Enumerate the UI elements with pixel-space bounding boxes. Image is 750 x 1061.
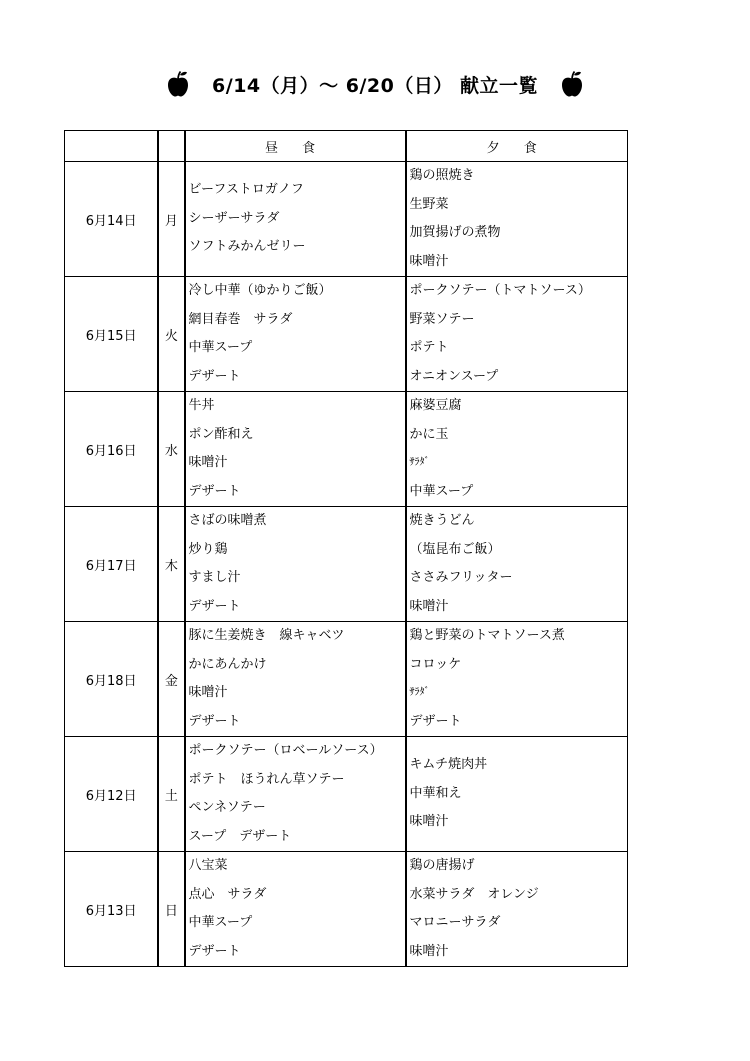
lunch-item: シーザーサラダ [188,210,280,226]
dinner-item: キムチ焼肉丼 [409,757,488,773]
lunch-item: 冷し中華（ゆかりご飯） [188,283,332,298]
header-weekday-cell [158,131,184,162]
lunch-item: 豚に生姜焼き 線キャベツ [188,628,345,643]
dinner-item: 野菜ソテー [409,311,475,327]
dinner-item: ｻﾗﾀﾞ [409,457,430,468]
dinner-item: 水菜サラダ オレンジ [409,886,539,902]
lunch-item: ビーフストロガノフ [188,182,304,198]
lunch-item: デザート [188,483,241,499]
dinner-item: かに玉 [409,426,449,442]
lunch-item: 中華スープ [188,340,253,355]
lunch-item: デザート [188,943,241,959]
table-header-row [65,131,628,162]
date-cell: 6月15日 [65,277,159,392]
dinner-item: ポークソテー（トマトソース） [409,283,591,298]
date-cell: 6月12日 [65,737,159,852]
lunch-item: かにあんかけ [188,656,267,672]
lunch-item: ペンネソテー [188,800,266,815]
dinner-cell [406,507,628,622]
header-lunch: 昼 食 [185,131,406,162]
lunch-item: 味噌汁 [188,455,228,470]
title-bar [0,64,750,104]
date-cell: 6月17日 [65,507,159,622]
dinner-cell [406,852,628,967]
lunch-item: 点心 サラダ [188,886,267,902]
header-date-cell [65,131,159,162]
dinner-item: 焼きうどん [409,513,475,528]
menu-table [64,130,628,967]
date-cell: 6月13日 [65,852,159,967]
dinner-cell [406,162,628,277]
dinner-item: デザート [409,713,462,729]
dinner-item: 味噌汁 [409,814,449,830]
lunch-item: スープ デザート [188,828,292,844]
dinner-item: マロニーサラダ [409,915,501,930]
lunch-item: さばの味噌煮 [188,513,267,528]
day-row [65,622,628,737]
menu-body [65,162,628,967]
lunch-cell [185,162,406,277]
day-row [65,277,628,392]
lunch-item: デザート [188,368,241,384]
dinner-cell [406,392,628,507]
lunch-cell [185,622,406,737]
day-row [65,392,628,507]
dinner-item: コロッケ [409,656,462,672]
header-dinner: 夕 食 [406,131,628,162]
weekday-cell: 月 [158,162,184,277]
dinner-item: 鶏の唐揚げ [409,858,475,873]
lunch-cell [185,507,406,622]
lunch-item: デザート [188,713,241,729]
dinner-item: 味噌汁 [409,253,449,269]
day-row [65,852,628,967]
day-row [65,162,628,277]
weekday-cell: 日 [158,852,184,967]
apple-icon [560,70,584,98]
lunch-item: デザート [188,598,241,614]
apple-icon [166,70,190,98]
date-cell: 6月18日 [65,622,159,737]
day-row [65,737,628,852]
lunch-item: すまし汁 [188,570,241,585]
weekday-cell: 火 [158,277,184,392]
lunch-item: 炒り鶏 [188,541,228,557]
lunch-item: 八宝菜 [188,858,228,873]
lunch-cell [185,277,406,392]
dinner-item: 鶏の照焼き [409,168,475,183]
weekday-cell: 土 [158,737,184,852]
dinner-item: （塩昆布ご飯） [409,541,501,557]
lunch-item: ポテト ほうれん草ソテー [188,771,345,787]
lunch-item: 網目春巻 サラダ [188,311,293,327]
dinner-item: 麻婆豆腐 [409,398,462,413]
dinner-item: ささみフリッター [409,570,513,585]
lunch-cell [185,737,406,852]
weekday-cell: 水 [158,392,184,507]
dinner-item: ｻﾗﾀﾞ [409,687,430,698]
dinner-item: 生野菜 [409,196,449,212]
dinner-item: ポテト [409,340,449,355]
dinner-item: 中華和え [409,785,462,801]
dinner-item: 味噌汁 [409,943,449,959]
dinner-item: 加賀揚げの煮物 [409,225,501,240]
lunch-item: ポークソテー（ロベールソース） [188,743,383,758]
dinner-item: オニオンスープ [409,368,499,384]
lunch-cell [185,852,406,967]
day-row [65,507,628,622]
dinner-cell [406,737,628,852]
lunch-item: 味噌汁 [188,685,228,700]
lunch-item: 牛丼 [188,398,215,413]
dinner-cell [406,622,628,737]
dinner-item: 中華スープ [409,483,474,499]
lunch-item: 中華スープ [188,915,253,930]
date-cell: 6月14日 [65,162,159,277]
weekday-cell: 木 [158,507,184,622]
dinner-item: 味噌汁 [409,598,449,614]
lunch-cell [185,392,406,507]
lunch-item: ソフトみかんゼリー [188,239,306,255]
page-title: 6/14（月）～ 6/20（日） 献立一覧 [212,74,538,97]
lunch-item: ポン酢和え [188,426,254,442]
dinner-cell [406,277,628,392]
dinner-item: 鶏と野菜のトマトソース煮 [409,628,565,643]
weekday-cell: 金 [158,622,184,737]
date-cell: 6月16日 [65,392,159,507]
